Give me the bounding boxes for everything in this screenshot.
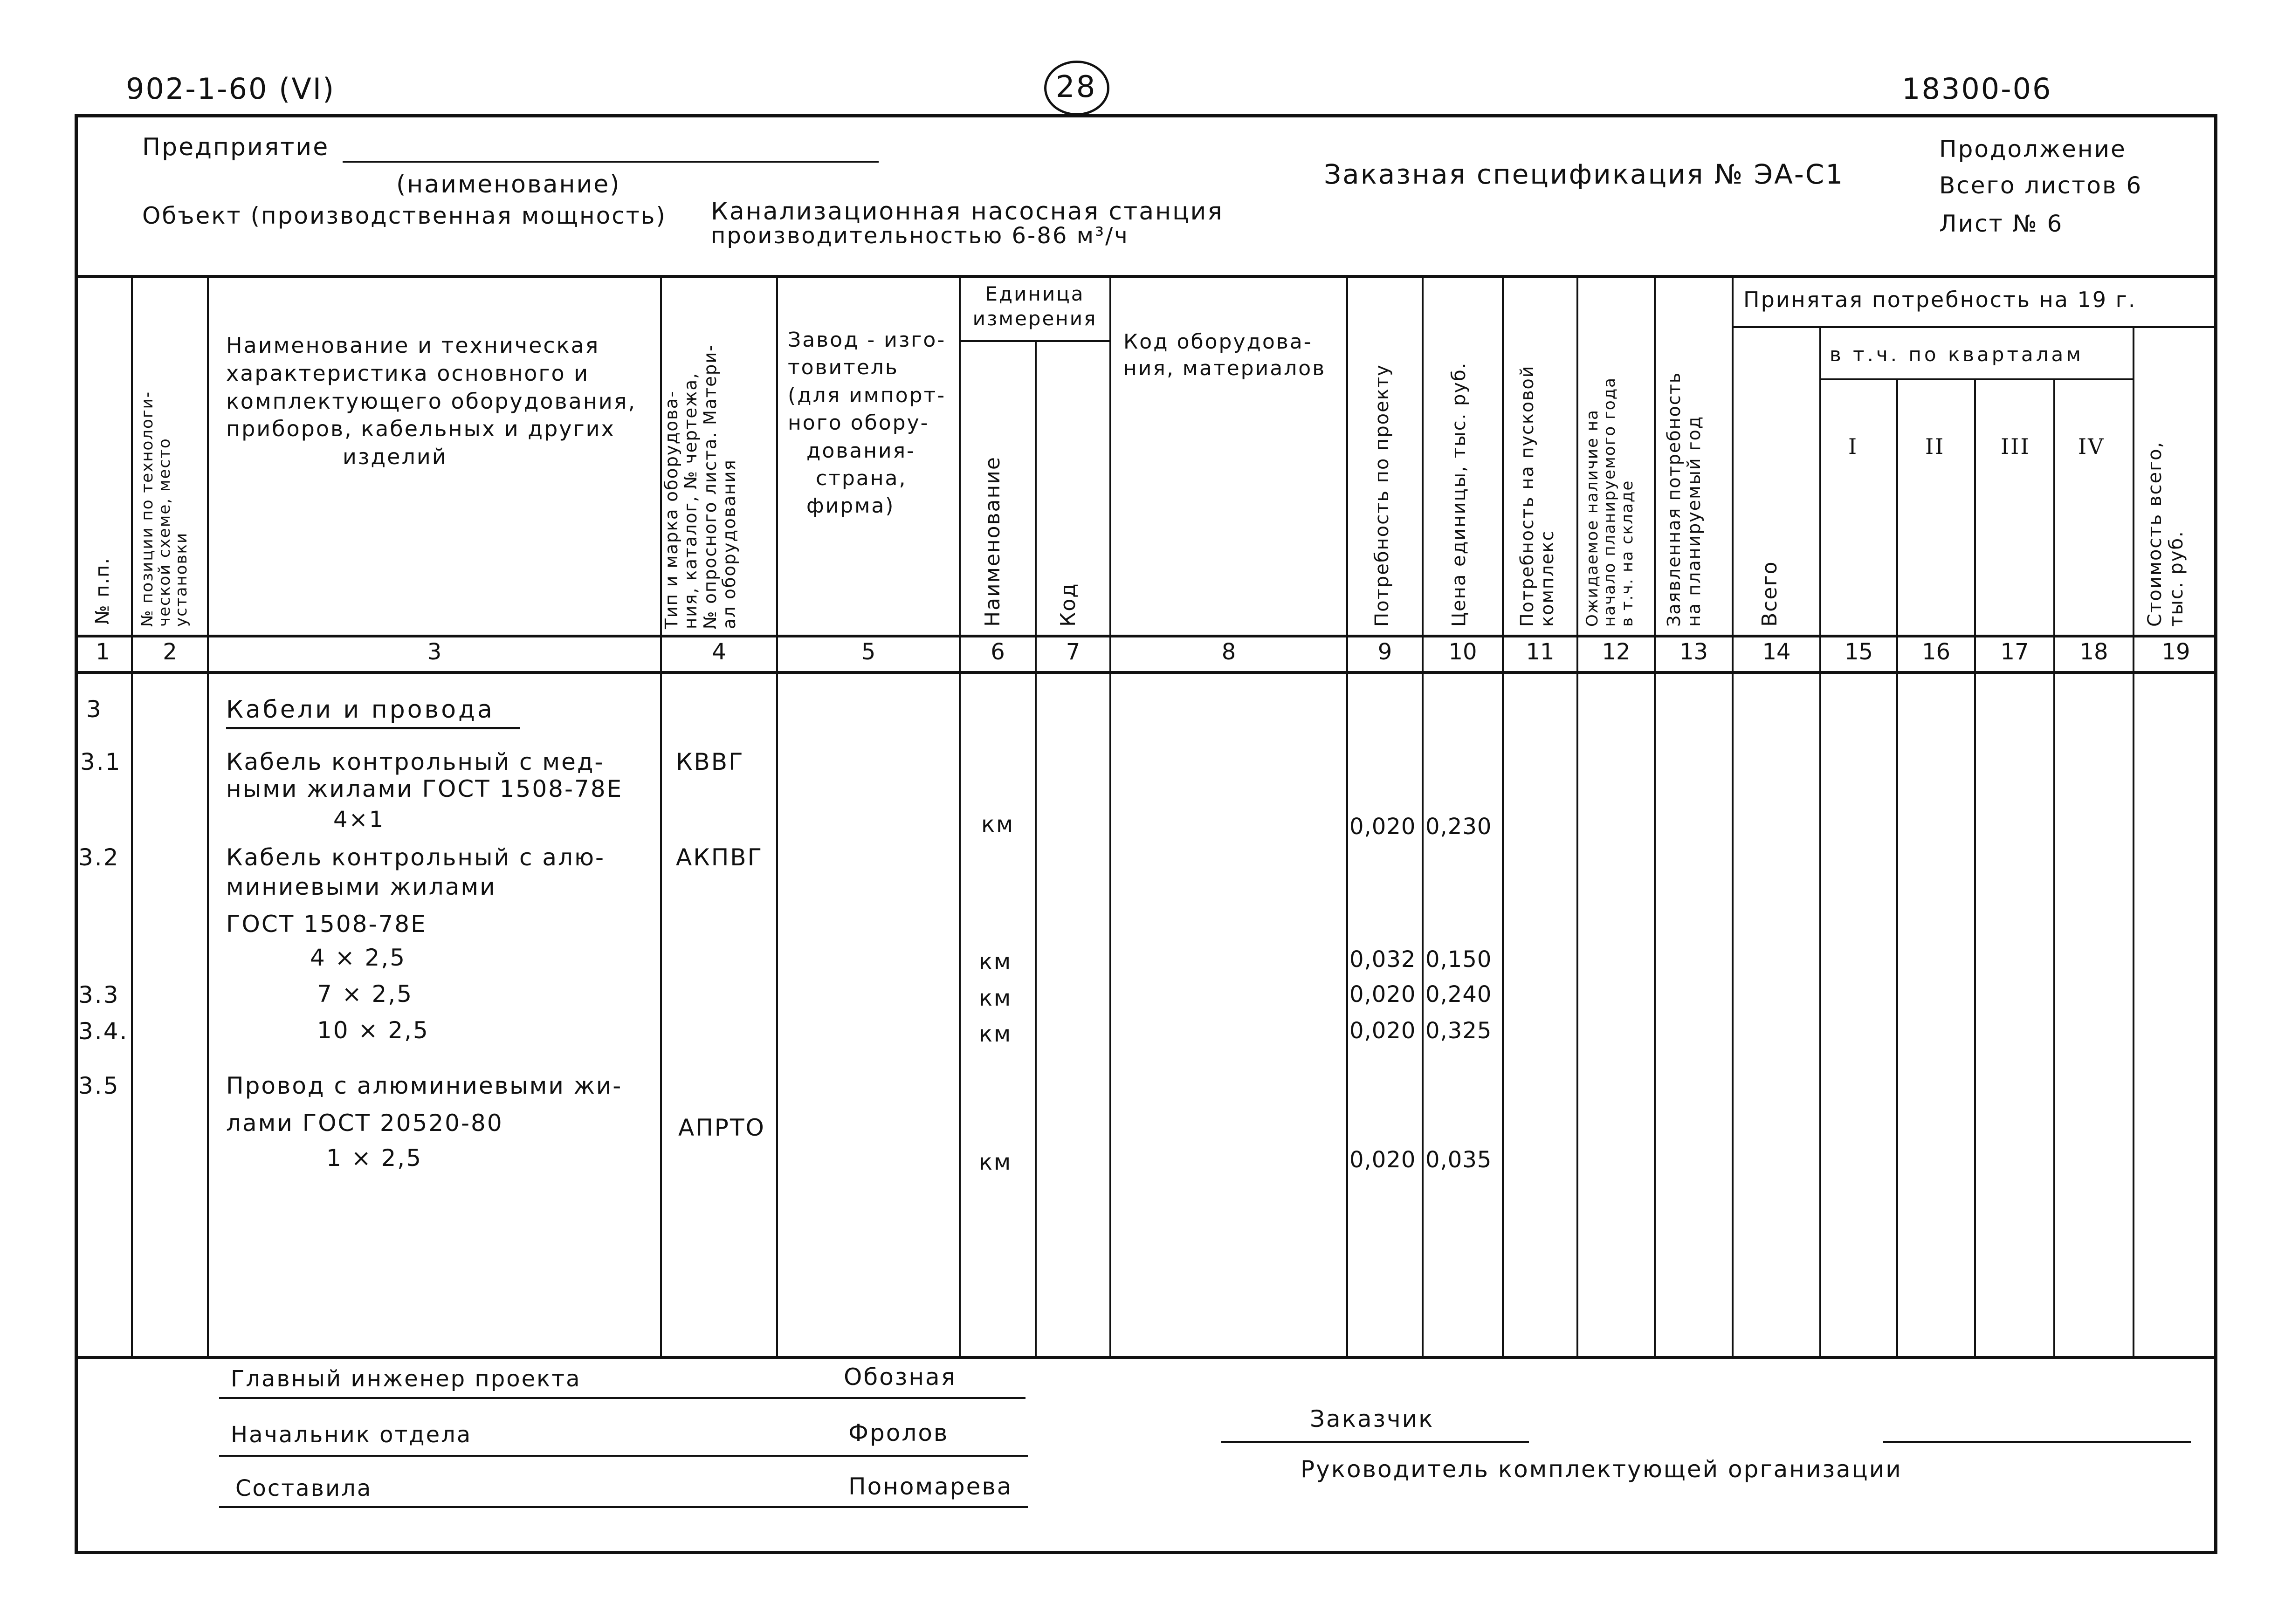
colnum-12: 12 bbox=[1602, 639, 1631, 665]
colnum-16: 16 bbox=[1921, 639, 1951, 665]
row-3-2-name-line2: миниевыми жилами bbox=[226, 873, 496, 900]
row-3-3-unit: км bbox=[979, 985, 1012, 1011]
header-top-line bbox=[75, 275, 2217, 278]
col5-header-line5: дования- bbox=[806, 439, 915, 463]
col2-header bbox=[139, 391, 190, 627]
spec-title: Заказная спецификация № ЭА-С1 bbox=[1324, 158, 1845, 190]
col1-header: № п.п. bbox=[92, 557, 113, 624]
dept-sign-line bbox=[219, 1455, 1028, 1457]
row-3-5-type: АПРТО bbox=[678, 1114, 765, 1141]
col4-header-line2: ния, каталог, № чертежа, bbox=[681, 372, 701, 629]
colnum-17: 17 bbox=[2000, 639, 2029, 665]
row-3-2-qty: 0,032 bbox=[1349, 946, 1416, 973]
col-line-13 bbox=[1732, 275, 1734, 1357]
col3-header-line4: приборов, кабельных и других bbox=[226, 416, 615, 442]
col13-header-line2: на планируемый год bbox=[1683, 415, 1704, 627]
colnum-1: 1 bbox=[96, 639, 110, 665]
col-line-7 bbox=[1109, 275, 1111, 1357]
naming-label: (наименование) bbox=[396, 171, 621, 199]
colnum-3: 3 bbox=[427, 639, 442, 665]
colnum-6: 6 bbox=[991, 639, 1005, 665]
col5-header bbox=[788, 326, 946, 520]
colnum-11: 11 bbox=[1526, 639, 1555, 665]
col14-header: Всего bbox=[1758, 561, 1782, 627]
row-3-1-no: 3.1 bbox=[80, 748, 122, 775]
colnum-8: 8 bbox=[1221, 639, 1236, 665]
colnum-9: 9 bbox=[1377, 639, 1392, 665]
col19-header bbox=[2144, 441, 2187, 627]
row-3-1-price: 0,230 bbox=[1425, 814, 1492, 840]
row-3-1-unit: км bbox=[981, 811, 1015, 837]
colnum-2: 2 bbox=[163, 639, 177, 665]
object-line1: Канализационная насосная станция bbox=[711, 198, 1224, 226]
doc-code: 902-1-60 (VI) bbox=[126, 72, 336, 106]
col11-header-line2: комплекс bbox=[1536, 530, 1557, 627]
col12-header-line2: начало планируемого года bbox=[1600, 377, 1619, 627]
col-line-9 bbox=[1422, 275, 1424, 1357]
col5-header-line4: ного обору- bbox=[788, 411, 929, 435]
enterprise-underline bbox=[343, 161, 879, 163]
col-line-6 bbox=[1035, 340, 1037, 1357]
col-line-16 bbox=[1974, 378, 1976, 1357]
col5-header-line1: Завод - изго- bbox=[788, 328, 946, 352]
chief-engineer-label: Главный инженер проекта bbox=[231, 1366, 581, 1392]
row-3-5-qty: 0,020 bbox=[1349, 1147, 1416, 1173]
quarter-2-header: II bbox=[1925, 434, 1945, 459]
col19-header-line2: тыс. руб. bbox=[2166, 530, 2187, 627]
col3-header-line3: комплектующего оборудования, bbox=[226, 388, 637, 414]
row-3-1-type: КВВГ bbox=[676, 748, 744, 775]
col9-header: Потребность по проекту bbox=[1371, 364, 1393, 627]
row-3-2-price: 0,150 bbox=[1425, 946, 1492, 973]
col13-header bbox=[1664, 372, 1704, 627]
col13-header-line1: Заявленная потребность bbox=[1664, 371, 1684, 627]
col-line-5 bbox=[959, 275, 961, 1357]
org-head-label: Руководитель комплектующей организации bbox=[1301, 1456, 1902, 1483]
row-3-4-unit: км bbox=[979, 1021, 1012, 1047]
row-3-2-type: АКПВГ bbox=[676, 844, 764, 871]
continuation: Продолжение bbox=[1939, 136, 2127, 163]
row-3-5-price: 0,035 bbox=[1425, 1147, 1492, 1173]
row-3-3-qty: 0,020 bbox=[1349, 981, 1416, 1007]
col-line-2 bbox=[207, 275, 209, 1357]
col-line-12 bbox=[1654, 275, 1656, 1357]
col12-header bbox=[1584, 377, 1636, 627]
col3-header-line1: Наименование и техническая bbox=[226, 333, 600, 358]
row-3-3-no: 3.3 bbox=[78, 981, 120, 1008]
row-3-section-title: Кабели и провода bbox=[226, 696, 495, 724]
col5-header-line7: фирма) bbox=[806, 494, 895, 518]
quarter-3-header: III bbox=[2001, 434, 2030, 459]
col2-header-line1: № позиции по технологи- bbox=[138, 391, 157, 627]
row-3-1-name-line3: 4×1 bbox=[333, 807, 385, 833]
col-line-17 bbox=[2053, 378, 2055, 1357]
col3-header bbox=[226, 332, 636, 471]
col4-header-line1: Тип и марка оборудова- bbox=[661, 390, 681, 629]
col2-header-line2: ческой схеме, место bbox=[155, 438, 174, 627]
col8-header-line2: ния, материалов bbox=[1123, 356, 1326, 381]
colnum-10: 10 bbox=[1448, 639, 1477, 665]
colnum-7: 7 bbox=[1066, 639, 1081, 665]
row-3-2-name-line4: 4 × 2,5 bbox=[310, 944, 406, 971]
compiled-sign-line bbox=[219, 1506, 1028, 1508]
row-3-1-qty: 0,020 bbox=[1349, 814, 1416, 840]
dept-head-name: Фролов bbox=[848, 1419, 949, 1446]
colnum-13: 13 bbox=[1679, 639, 1708, 665]
sheet-no: Лист № 6 bbox=[1939, 210, 2064, 237]
col3-header-line2: характеристика основного и bbox=[226, 360, 590, 386]
customer-sign-line bbox=[1221, 1441, 1529, 1443]
enterprise-label: Предприятие bbox=[142, 133, 330, 161]
quarters-header: в т.ч. по кварталам bbox=[1830, 343, 2084, 366]
col-line-11 bbox=[1576, 275, 1578, 1357]
col6-header: Наименование bbox=[981, 456, 1005, 627]
row-3-3-price: 0,240 bbox=[1425, 981, 1492, 1007]
col2-header-line3: установки bbox=[172, 532, 191, 627]
object-label: Объект (производственная мощность) bbox=[142, 202, 667, 229]
col5-header-line6: страна, bbox=[816, 466, 907, 490]
colnum-5: 5 bbox=[861, 639, 876, 665]
accepted-header: Принятая потребность на 19 г. bbox=[1743, 287, 2137, 312]
row-3-4-name: 10 × 2,5 bbox=[317, 1017, 429, 1044]
row-3-2-unit: км bbox=[979, 949, 1012, 975]
colnum-18: 18 bbox=[2079, 639, 2108, 665]
row-3-5-no: 3.5 bbox=[78, 1072, 120, 1099]
colnum-19: 19 bbox=[2161, 639, 2190, 665]
col4-header bbox=[662, 344, 739, 629]
col7-header: Код bbox=[1056, 582, 1080, 627]
row-3-5-name-line3: 1 × 2,5 bbox=[326, 1144, 423, 1172]
col12-header-line1: Ожидаемое наличие на bbox=[1583, 409, 1602, 627]
col5-header-line2: товитель bbox=[788, 356, 899, 380]
row-3-2-no: 3.2 bbox=[78, 844, 120, 871]
compiled-label: Составила bbox=[235, 1475, 372, 1501]
row-3-4-no: 3.4. bbox=[78, 1018, 129, 1045]
col8-header-line1: Код оборудова- bbox=[1123, 330, 1313, 354]
col-line-18 bbox=[2133, 326, 2134, 1357]
col10-header: Цена единицы, тыс. руб. bbox=[1448, 362, 1470, 627]
col-line-15 bbox=[1896, 378, 1898, 1357]
row-3-5-unit: км bbox=[979, 1149, 1012, 1175]
chief-sign-line bbox=[219, 1397, 1025, 1399]
row-3-2-name-line3: ГОСТ 1508-78Е bbox=[226, 911, 427, 938]
row-3-4-price: 0,325 bbox=[1425, 1018, 1492, 1044]
col19-header-line1: Стоимость всего, bbox=[2144, 441, 2166, 627]
colnum-14: 14 bbox=[1762, 639, 1791, 665]
row-3-4-qty: 0,020 bbox=[1349, 1018, 1416, 1044]
quarters-line bbox=[1819, 378, 2133, 380]
col3-header-line5: изделий bbox=[343, 444, 447, 470]
col-line-1 bbox=[131, 275, 133, 1357]
row-3-5-name-line2: лами ГОСТ 20520-80 bbox=[226, 1110, 503, 1137]
quarter-1-header: I bbox=[1848, 434, 1858, 459]
compiled-name: Пономарева bbox=[848, 1473, 1013, 1500]
chief-engineer-name: Обозная bbox=[844, 1364, 957, 1391]
col-line-8 bbox=[1346, 275, 1348, 1357]
page-number: 28 bbox=[1056, 70, 1097, 104]
col5-header-line3: (для импорт- bbox=[788, 383, 946, 407]
series-code: 18300-06 bbox=[1902, 72, 2052, 106]
accepted-line bbox=[1733, 326, 2217, 328]
col-line-14 bbox=[1819, 326, 1821, 1357]
unit-group-header bbox=[967, 282, 1102, 331]
col12-header-line3: в т.ч. на складе bbox=[1617, 480, 1637, 627]
total-sheets: Всего листов 6 bbox=[1939, 172, 2143, 199]
unit-group-line2: измерения bbox=[972, 307, 1097, 330]
row-3-2-name-line1: Кабель контрольный с алю- bbox=[226, 844, 606, 871]
row-3-5-name-line1: Провод с алюминиевыми жи- bbox=[226, 1072, 623, 1099]
col11-header bbox=[1517, 365, 1557, 627]
col4-header-line4: ал оборудования bbox=[719, 459, 740, 629]
col4-header-line3: № опросного листа. Матери- bbox=[700, 344, 720, 629]
row-3-3-name: 7 × 2,5 bbox=[317, 980, 413, 1007]
row-3-no: 3 bbox=[86, 696, 103, 723]
col-line-4 bbox=[776, 275, 778, 1357]
row-3-1-name-line2: ными жилами ГОСТ 1508-78Е bbox=[226, 775, 623, 802]
customer-label: Заказчик bbox=[1310, 1405, 1434, 1432]
col8-header bbox=[1123, 329, 1326, 382]
col11-header-line1: Потребность на пусковой bbox=[1517, 365, 1537, 627]
unit-group-line1: Единица bbox=[985, 282, 1085, 305]
org-sign-line bbox=[1883, 1441, 2191, 1443]
col-line-10 bbox=[1502, 275, 1504, 1357]
quarter-4-header: IV bbox=[2078, 434, 2105, 459]
row-3-1-name-line1: Кабель контрольный с мед- bbox=[226, 748, 605, 775]
section-title-underline bbox=[226, 727, 520, 729]
colnum-4: 4 bbox=[712, 639, 726, 665]
colnum-15: 15 bbox=[1844, 639, 1873, 665]
dept-head-label: Начальник отдела bbox=[231, 1422, 472, 1448]
object-line2: производительностью 6-86 м³/ч bbox=[711, 223, 1129, 249]
